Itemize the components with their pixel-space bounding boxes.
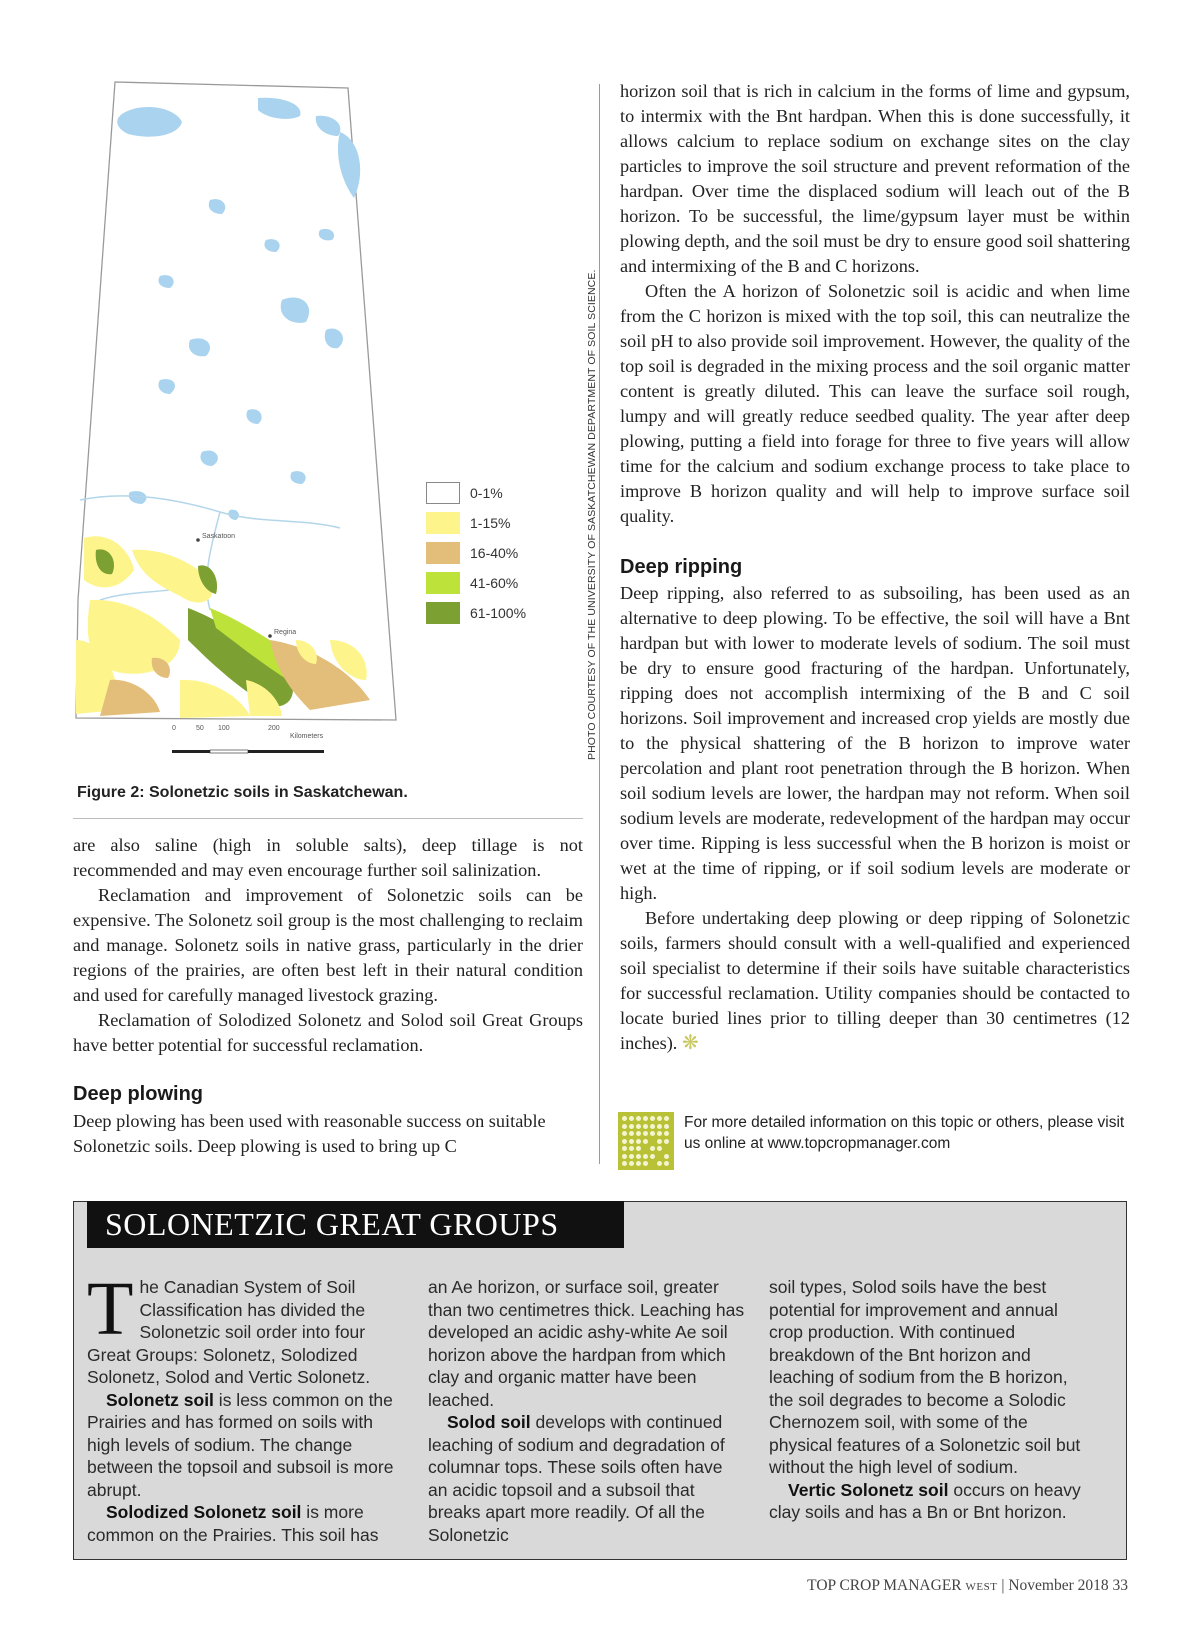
legend-label: 1-15% <box>470 515 511 531</box>
map-legend <box>426 478 526 628</box>
magazine-name: TOP CROP MANAGER <box>807 1577 962 1594</box>
legend-label: 41-60% <box>470 575 519 591</box>
icon-dot <box>622 1154 627 1159</box>
scale-tick-0: 0 <box>172 725 176 732</box>
left-column-text <box>73 833 583 1058</box>
icon-dot <box>643 1116 648 1121</box>
issue-date: November 2018 <box>1008 1577 1109 1594</box>
icon-dot <box>657 1139 662 1144</box>
icon-dot <box>629 1154 634 1159</box>
legend-swatch <box>426 602 460 624</box>
icon-dot <box>636 1161 641 1166</box>
body-paragraph: are also saline (high in soluble salts), deep tillage is not recommended and may even encourage further soil salinization. <box>73 835 583 880</box>
scale-unit: Kilometers <box>290 733 324 740</box>
scale-tick-100: 100 <box>218 725 230 732</box>
term-solonetz: Solonetz soil <box>106 1389 214 1410</box>
sidebar-paragraph: soil types, Solod soils have the best potential for improvement and annual crop production. With continued breakdown of the Bnt horizon and leaching of sodium from the B horizon, the soil degrades to become a Solodic Chernozem soil, with some of the physical features of a Solonetzic soil but without the high level of sodium. <box>769 1277 1081 1477</box>
icon-dot <box>657 1146 662 1151</box>
icon-dot <box>657 1124 662 1129</box>
sidebar-column <box>428 1276 746 1546</box>
icon-dot <box>629 1161 634 1166</box>
icon-dot <box>622 1146 627 1151</box>
icon-dot <box>636 1146 641 1151</box>
icon-dot <box>650 1131 655 1136</box>
sidebar-text: occurs on heavy clay soils and has a Bn or Bnt horizon. <box>769 1479 1081 1522</box>
icon-dot <box>636 1154 641 1159</box>
legend-item <box>426 568 526 598</box>
icon-dot <box>622 1161 627 1166</box>
column-divider <box>599 84 600 1164</box>
body-paragraph <box>620 906 1130 1056</box>
icon-dot <box>629 1116 634 1121</box>
legend-swatch <box>426 482 460 504</box>
legend-swatch <box>426 542 460 564</box>
term-vertic-solonetz: Vertic Solonetz soil <box>788 1479 949 1500</box>
icon-dot <box>622 1131 627 1136</box>
sidebar-column <box>769 1276 1087 1524</box>
body-paragraph: Reclamation of Solodized Solonetz and Solod soil Great Groups have better potential for successful reclamation. <box>73 1010 583 1055</box>
icon-dot <box>664 1116 669 1121</box>
icon-dot <box>650 1146 655 1151</box>
legend-item <box>426 508 526 538</box>
scale-bar <box>172 750 324 753</box>
icon-dot <box>636 1139 641 1144</box>
icon-dot <box>664 1154 669 1159</box>
sidebar-text: he Canadian System of Soil Classification has divided the Solonetzic soil order into four Great Groups: Solonetz, Solodized Solonetz, Solod and Vertic Solonetz. <box>87 1277 371 1387</box>
body-paragraph: Reclamation and improvement of Solonetzic soils can be expensive. The Solonetz soil group is the most challenging to reclaim and manage. Solonetz soils in native grass, particularly in the drier regions of the prairies, are often best left in their natural condition and used for carefully managed livestock grazing. <box>73 885 583 1005</box>
map-graphic <box>70 80 450 780</box>
icon-dot <box>650 1154 655 1159</box>
deep-plowing-text <box>73 1109 583 1159</box>
icon-dot <box>629 1124 634 1129</box>
photo-credit: PHOTO COURTESY OF THE UNIVERSITY OF SASKATCHEWAN DEPARTMENT OF SOIL SCIENCE. <box>586 269 598 760</box>
icon-dot <box>622 1116 627 1121</box>
right-column-text <box>620 79 1130 1056</box>
term-solodized-solonetz: Solodized Solonetz soil <box>106 1502 302 1522</box>
sidebar-paragraph <box>769 1479 1087 1524</box>
icon-dot <box>629 1131 634 1136</box>
sidebar-paragraph <box>87 1501 405 1546</box>
icon-dot <box>636 1116 641 1121</box>
regina-dot <box>268 634 272 638</box>
caption-divider <box>73 818 583 819</box>
icon-dot <box>650 1124 655 1129</box>
legend-swatch <box>426 512 460 534</box>
sidebar-column <box>87 1267 405 1546</box>
icon-dot <box>643 1139 648 1144</box>
legend-swatch <box>426 572 460 594</box>
icon-dot <box>664 1139 669 1144</box>
promo-box <box>618 1112 1129 1170</box>
sidebar-paragraph <box>87 1267 405 1389</box>
saskatoon-label: Saskatoon <box>202 533 236 540</box>
page-number: 33 <box>1112 1577 1128 1594</box>
legend-label: 61-100% <box>470 605 527 621</box>
legend-item <box>426 598 526 628</box>
body-paragraph: horizon soil that is rich in calcium in the forms of lime and gypsum, to intermix with the Bnt hardpan. When this is done successfully, it allows calcium to replace sodium on exchange sites on the clay particles to improve the soil structure and prevent reformation of the hardpan. Over time the displaced sodium will leach out of the B horizon. To be successful, the lime/gypsum layer must be within plowing depth, and the soil must be dry to ensure good soil shattering and intermixing of the B and C horizons. <box>620 81 1130 276</box>
legend-label: 16-40% <box>470 545 519 561</box>
icon-dot <box>643 1124 648 1129</box>
regina-label: Regina <box>274 629 297 636</box>
saskatchewan-soil-map <box>70 80 450 780</box>
icon-dot <box>643 1154 648 1159</box>
page-footer <box>807 1577 1128 1595</box>
sidebar-paragraph <box>428 1411 746 1546</box>
icon-dot <box>664 1131 669 1136</box>
drop-cap: T <box>87 1267 134 1351</box>
figure-caption: Figure 2: Solonetzic soils in Saskatchewan. <box>77 784 408 801</box>
website-icon <box>618 1112 674 1170</box>
icon-dot <box>622 1139 627 1144</box>
icon-dot <box>657 1116 662 1121</box>
sidebar-paragraph: an Ae horizon, or surface soil, greater than two centimetres thick. Leaching has developed an acidic ashy-white Ae soil horizon above the hardpan from which clay and organic matter have been leached. <box>428 1277 745 1410</box>
icon-dot <box>643 1161 648 1166</box>
body-paragraph-text: Before undertaking deep plowing or deep ripping of Solonetzic soils, farmers should consult with a well-qualified and experienced soil specialist to determine if their soils have suitable characteristics for successful reclamation. Utility companies should be contacted to locate buried lines prior to tilling deeper than 30 centimetres (12 inches). <box>620 908 1130 1053</box>
icon-dot <box>650 1116 655 1121</box>
icon-dot <box>622 1124 627 1129</box>
scale-tick-200: 200 <box>268 725 280 732</box>
icon-dot <box>657 1161 662 1166</box>
edition-label: WEST <box>965 1581 998 1593</box>
promo-text: For more detailed information on this topic or others, please visit us online at www.topcropmanager.com <box>684 1114 1125 1152</box>
subhead-deep-ripping: Deep ripping <box>620 556 743 578</box>
sidebar-paragraph <box>87 1389 405 1502</box>
saskatoon-dot <box>196 538 200 542</box>
footer-separator: | <box>1001 1577 1005 1594</box>
legend-item <box>426 538 526 568</box>
legend-label: 0-1% <box>470 485 503 501</box>
body-paragraph: Deep ripping, also referred to as subsoiling, has been used as an alternative to deep plowing. To be effective, the soil will have a Bnt hardpan but with lower to moderate levels of sodium. The soil must be dry to ensure good fracturing of the hardpan. Unfortunately, ripping does not accomplish intermixing of the B and C soil horizons. Soil improvement and increased crop yields are mostly due to the physical shattering of the B horizon to improve water percolation and plant root penetration through the B horizon. When soil sodium levels are lower, the hardpan may not reform. When soil sodium levels are moderate, redevelopment of the hardpan may occur over time. Ripping is less successful when the B horizon is moist or wet at the time of ripping, or if soil sodium levels are moderate or high. <box>620 583 1130 903</box>
end-mark-icon: ❋ <box>681 1032 699 1054</box>
sidebar-text: is more common on the Prairies. This soil has <box>87 1502 379 1545</box>
icon-dot <box>643 1131 648 1136</box>
body-paragraph: Often the A horizon of Solonetzic soil is acidic and when lime from the C horizon is mixed with the top soil, this can neutralize the soil pH to also provide soil improvement. However, the quality of the top soil is degraded in the mixing process and the soil organic matter content is greatly diluted. This can leave the surface soil rough, lumpy and will greatly reduce seedbed quality. The year after deep plowing, putting a field into forage for three to five years will allow time for the calcium and sodium exchange process to take place to improve B horizon quality and will help to improve surface soil quality. <box>620 281 1130 526</box>
sidebar-text: develops with continued leaching of sodium and degradation of columnar tops. These soils often have an acidic topsoil and a subsoil that breaks apart more readily. Of all the Solonetzic <box>428 1412 725 1545</box>
term-solod: Solod soil <box>447 1412 531 1432</box>
scale-tick-50: 50 <box>196 725 204 732</box>
icon-dot <box>629 1146 634 1151</box>
sidebar-title: SOLONETZIC GREAT GROUPS <box>87 1201 624 1248</box>
icon-dot <box>636 1131 641 1136</box>
icon-dot <box>629 1139 634 1144</box>
icon-dot <box>636 1124 641 1129</box>
subhead-deep-plowing: Deep plowing <box>73 1083 203 1105</box>
icon-dot <box>664 1161 669 1166</box>
icon-dot <box>657 1131 662 1136</box>
sidebar-text: is less common on the Prairies and has formed on soils with high levels of sodium. The change between the topsoil and subsoil is more abrupt. <box>87 1389 394 1500</box>
icon-dot <box>664 1124 669 1129</box>
sidebar-box <box>73 1201 1127 1560</box>
legend-item <box>426 478 526 508</box>
body-paragraph: Deep plowing has been used with reasonable success on suitable Solonetzic soils. Deep plowing is used to bring up C <box>73 1111 546 1156</box>
